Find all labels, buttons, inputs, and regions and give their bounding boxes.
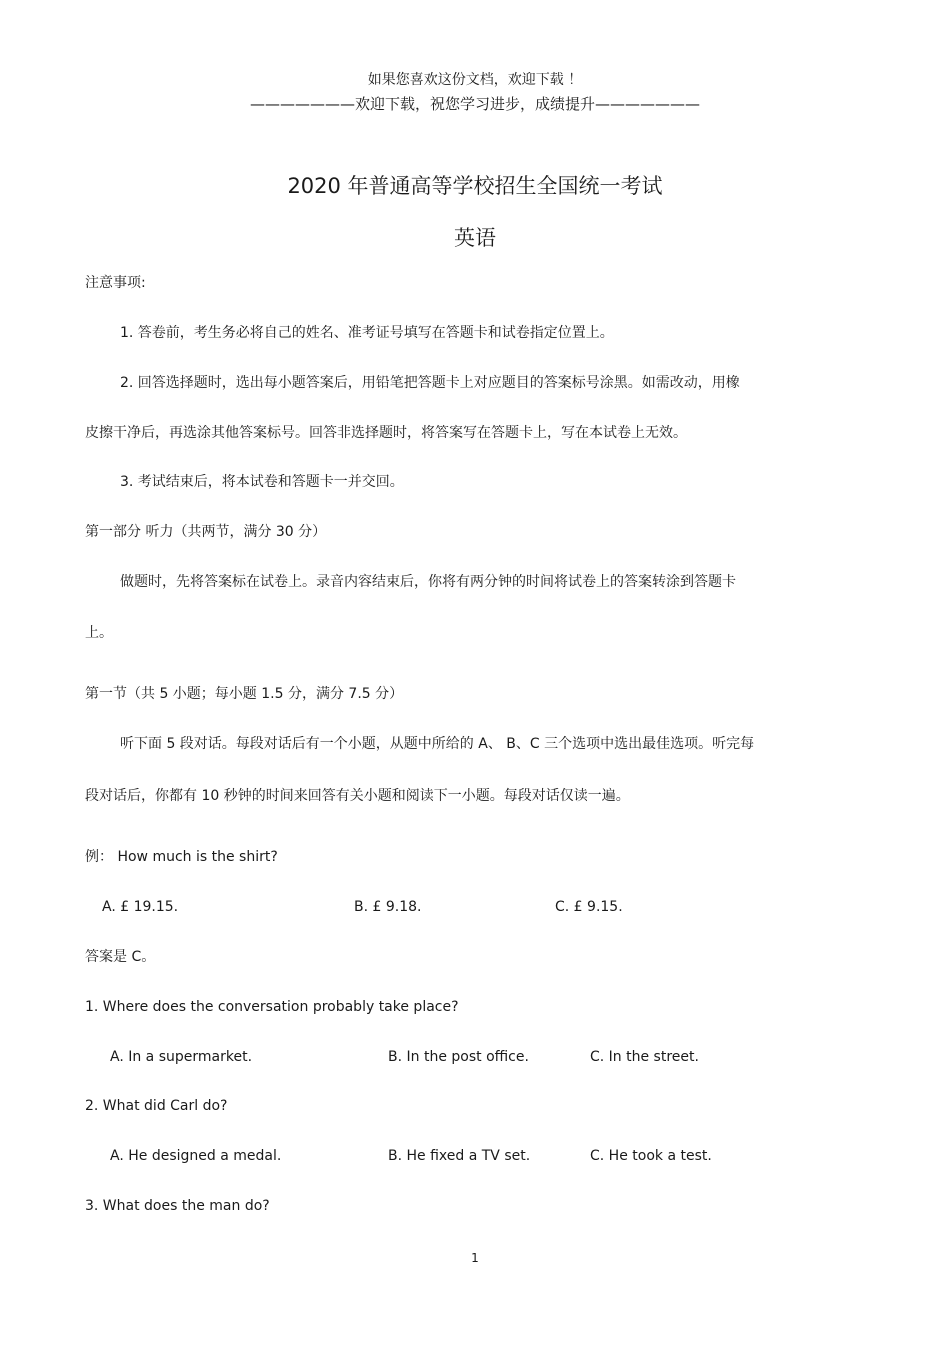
subject-title: 英语 xyxy=(454,226,496,250)
notice-item-1: 1. 答卷前，考生务必将自己的姓名、准考证号填写在答题卡和试卷指定位置上。 xyxy=(120,325,614,341)
question-2-option-c: C. He took a test. xyxy=(590,1148,712,1164)
page-number: 1 xyxy=(471,1251,479,1265)
example-option-b: B. £ 9.18. xyxy=(354,899,422,915)
notice-item-2-line2: 皮擦干净后，再选涂其他答案标号。回答非选择题时，将答案写在答题卡上，写在本试卷上无效。 xyxy=(85,425,687,441)
question-2: 2. What did Carl do? xyxy=(85,1098,228,1114)
question-1-option-c: C. In the street. xyxy=(590,1049,699,1065)
download-note: 如果您喜欢这份文档，欢迎下载 ！ xyxy=(367,72,583,88)
question-1-option-a: A. In a supermarket. xyxy=(110,1049,253,1065)
notice-heading: 注意事项: xyxy=(85,275,146,291)
question-1: 1. Where does the conversation probably take place? xyxy=(85,999,459,1015)
section1-instruction-line1: 听下面 5 段对话。每段对话后有一个小题，从题中所给的 A、 B、C 三个选项中选出最佳选项。听完每 xyxy=(120,736,755,752)
part1-instruction-line2: 上。 xyxy=(85,625,113,641)
part1-heading: 第一部分 听力（共两节，满分 30 分） xyxy=(85,524,327,540)
notice-item-2-line1: 2. 回答选择题时，选出每小题答案后，用铅笔把答题卡上对应题目的答案标号涂黑。如需改动，用橡 xyxy=(120,375,740,391)
section1-heading: 第一节（共 5 小题；每小题 1.5 分，满分 7.5 分） xyxy=(85,686,404,702)
section1-instruction-line2: 段对话后，你都有 10 秒钟的时间来回答有关小题和阅读下一小题。每段对话仅读一遍。 xyxy=(85,788,630,804)
question-1-option-b: B. In the post office. xyxy=(388,1049,529,1065)
example-question: 例： How much is the shirt? xyxy=(85,849,278,865)
question-2-option-a: A. He designed a medal. xyxy=(110,1148,282,1164)
example-option-a: A. £ 19.15. xyxy=(102,899,179,915)
example-option-c: C. £ 9.15. xyxy=(555,899,623,915)
example-answer: 答案是 C。 xyxy=(85,949,156,965)
question-3: 3. What does the man do? xyxy=(85,1198,270,1214)
exam-title: 2020 年普通高等学校招生全国统一考试 xyxy=(287,174,663,198)
download-banner: ———————欢迎下载，祝您学习进步，成绩提升——————— xyxy=(249,95,700,113)
notice-item-3: 3. 考试结束后，将本试卷和答题卡一并交回。 xyxy=(120,474,404,490)
part1-instruction-line1: 做题时，先将答案标在试卷上。录音内容结束后，你将有两分钟的时间将试卷上的答案转涂到答题卡 xyxy=(120,574,736,590)
question-2-option-b: B. He fixed a TV set. xyxy=(388,1148,531,1164)
